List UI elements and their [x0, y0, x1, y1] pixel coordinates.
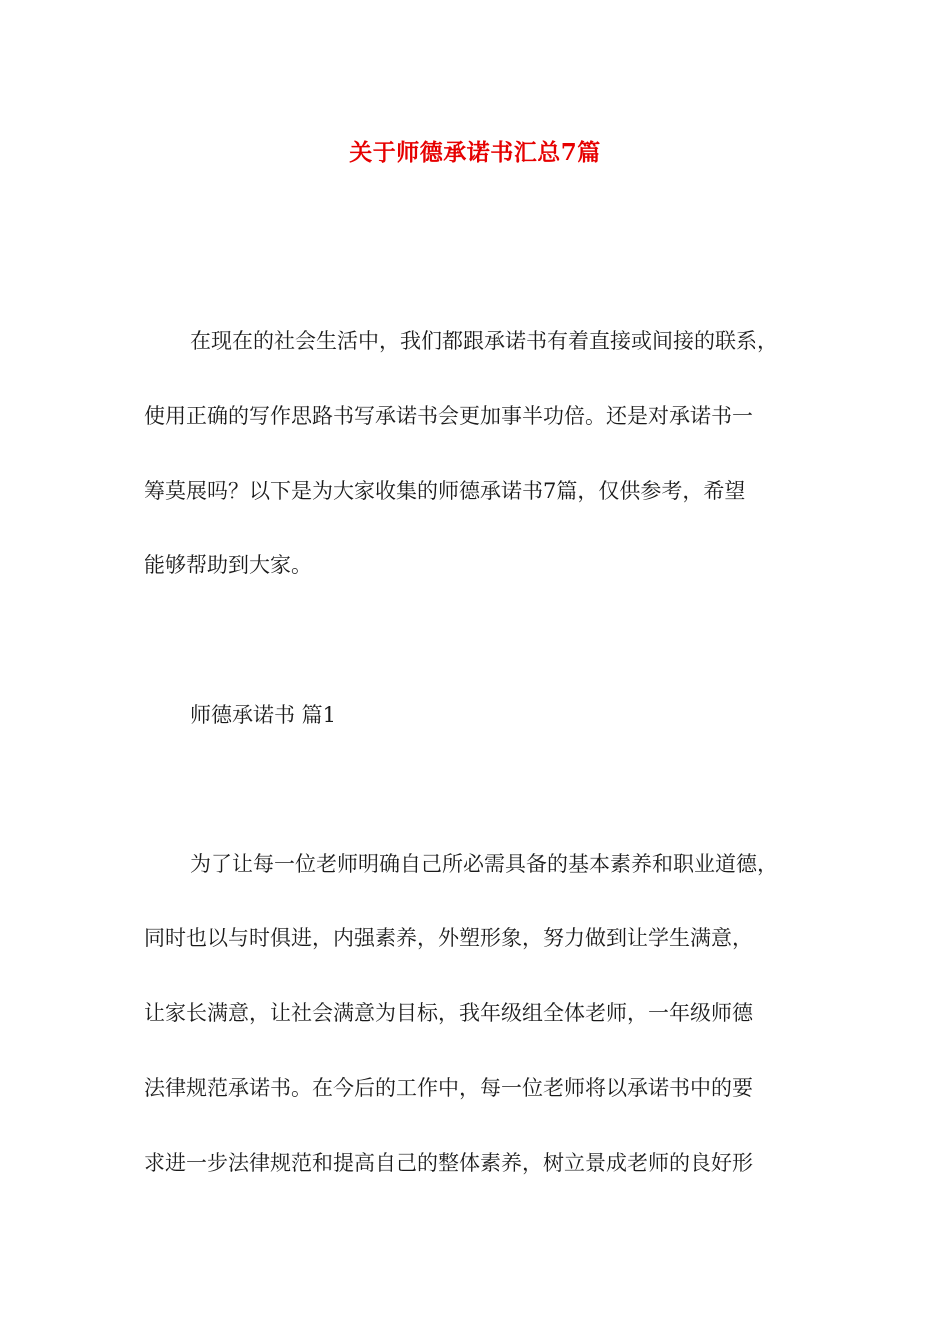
body-line-4: 法律规范承诺书。在今后的工作中，每一位老师将以承诺书中的要 [144, 1076, 753, 1100]
body-line-5: 求进一步法律规范和提高自己的整体素养，树立景成老师的良好形 [144, 1151, 753, 1175]
intro-line-1: 在现在的社会生活中，我们都跟承诺书有着直接或间接的联系， [190, 329, 778, 353]
document-title: 关于师德承诺书汇总7篇 [349, 139, 601, 166]
intro-line-2: 使用正确的写作思路书写承诺书会更加事半功倍。还是对承诺书一 [144, 404, 753, 428]
section-heading: 师德承诺书 篇1 [190, 703, 337, 727]
intro-line-3: 筹莫展吗？以下是为大家收集的师德承诺书7篇，仅供参考，希望 [144, 479, 746, 503]
body-line-1: 为了让每一位老师明确自己所必需具备的基本素养和职业道德， [190, 852, 778, 876]
intro-line-4: 能够帮助到大家。 [144, 553, 312, 577]
body-line-3: 让家长满意，让社会满意为目标，我年级组全体老师，一年级师德 [144, 1001, 753, 1025]
body-line-2: 同时也以与时俱进，内强素养，外塑形象，努力做到让学生满意， [144, 926, 753, 950]
